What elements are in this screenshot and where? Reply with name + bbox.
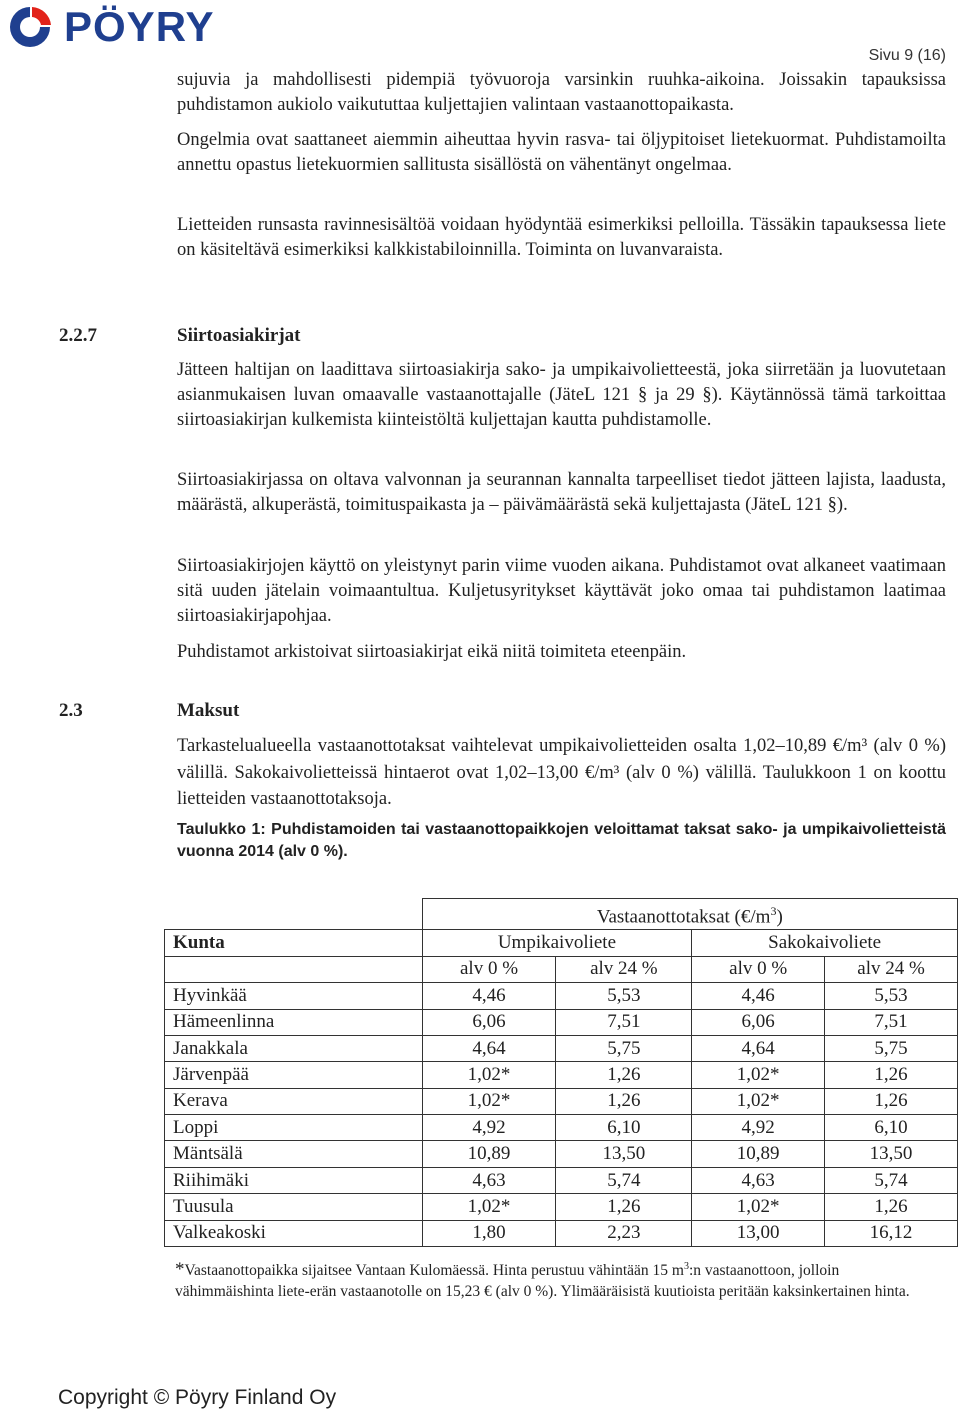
table-cell: 1,26	[556, 1088, 692, 1114]
table-cell: 1,26	[556, 1194, 692, 1220]
table-row	[165, 1220, 958, 1246]
table-footnote: *Vastaanottopaikka sijaitsee Vantaan Kulomäessä. Hinta perustuu vähintään 15 $m^3:n$ vastaanottoon, jolloin vähimmäishinta liete-erän vastaanotolle on 15,23 € (alv 0 %). Ylimääräisistä kuutioista peritään kaksinkertainen hinta.	[175, 1259, 910, 1301]
table-cell: 4,46	[692, 983, 825, 1009]
paragraph: Siirtoasiakirjojen käyttö on yleistynyt parin viime vuoden aikana. Puhdistamot ovat alkaneet vaatimaan sitä uuden jätelain voimaantultua. Kuljetusyritykset käyttävät joko omaa tai puhdistamon laatimaa siirtoasiakirjapohjaa.	[177, 556, 946, 626]
table-row	[165, 1062, 958, 1088]
poyry-logo	[6, 4, 246, 50]
table-cell: 5,75	[825, 1035, 958, 1061]
column-header-kunta: Kunta	[165, 930, 423, 956]
table-cell: 13,50	[556, 1141, 692, 1167]
table-row	[165, 983, 958, 1009]
table-cell: 2,23	[556, 1220, 692, 1246]
table-cell: 1,26	[825, 1088, 958, 1114]
table-cell: 7,51	[556, 1009, 692, 1035]
table-cell: 5,53	[825, 983, 958, 1009]
row-kunta: Valkeakoski	[165, 1220, 423, 1246]
table-cell: 1,02*	[422, 1062, 556, 1088]
table-cell: 16,12	[825, 1220, 958, 1246]
page-number: Sivu 9 (16)	[868, 47, 946, 64]
paragraph: Jätteen haltijan on laadittava siirtoasiakirja sako- ja umpikaivolietteestä, joka siirretään ja luovutetaan asianmukaisen luvan omaavalle vastaanottajalle (JäteL 121 § ja 29 §). Käytännössä tämä tarkoittaa siirtoasiakirjan kulkemista kiinteistöltä kuljettajan kautta puhdistamolle.	[177, 360, 946, 430]
section-title: Maksut	[177, 700, 240, 721]
table-row	[165, 1194, 958, 1220]
paragraph: Lietteiden runsasta ravinnesisältöä voidaan hyödyntää esimerkiksi pelloilla. Tässäkin tapauksessa liete on käsiteltävä esimerkiksi kalkkistabiloinnilla. Toiminta on luvanvaraista.	[177, 215, 946, 260]
table-cell: 4,64	[692, 1035, 825, 1061]
table-cell: 6,06	[692, 1009, 825, 1035]
table-row	[165, 1088, 958, 1114]
row-kunta: Hyvinkää	[165, 983, 423, 1009]
table-cell: 5,74	[556, 1167, 692, 1193]
table-cell: 6,06	[422, 1009, 556, 1035]
table-cell: 10,89	[422, 1141, 556, 1167]
table-cell: 4,64	[422, 1035, 556, 1061]
table-cell: 4,46	[422, 983, 556, 1009]
logo-wordmark: PÖYRY	[64, 3, 215, 50]
table-cell: 1,02*	[692, 1194, 825, 1220]
table-cell: 6,10	[825, 1115, 958, 1141]
poyry-logo-icon	[6, 4, 54, 50]
paragraph: Tarkastelualueella vastaanottotaksat vaihtelevat umpikaivolietteiden osalta 1,02–10,89 €/m³ (alv 0 %) välillä. Sakokaivolietteissä hintaerot ovat 1,02–13,00 €/m³ (alv 0 %) välillä. Taulukkoon 1 on koottu lietteiden vastaanottotaksoja.	[177, 736, 946, 809]
table-cell: 4,63	[422, 1167, 556, 1193]
paragraph: Ongelmia ovat saattaneet aiemmin aiheuttaa hyvin rasva- tai öljypitoiset lietekuormat. Puhdistamoilta annettu opastus lietekuormien sallitusta sisällöstä on vähentänyt ongelmaa.	[177, 130, 946, 175]
table-cell: 6,10	[556, 1115, 692, 1141]
table-cell: 5,75	[556, 1035, 692, 1061]
paragraph: sujuvia ja mahdollisesti pidempiä työvuoroja varsinkin ruuhka-aikoina. Joissakin tapauksissa puhdistamon aukiolo vaikututtaa kuljettajien valintaan vastaanottopaikasta.	[177, 70, 946, 115]
row-kunta: Loppi	[165, 1115, 423, 1141]
rates-table	[164, 898, 958, 1247]
section-title: Siirtoasiakirjat	[177, 325, 301, 346]
row-kunta: Tuusula	[165, 1194, 423, 1220]
paragraph: Siirtoasiakirjassa on oltava valvonnan ja seurannan kannalta tarpeelliset tiedot jätteen lajista, laadusta, määrästä, alkuperästä, toimituspaikasta ja – päivämäärästä sekä kuljettajasta (JäteL 121 §).	[177, 470, 946, 515]
column-header-sakokaivoliete: Sakokaivoliete	[692, 930, 958, 956]
table-cell: 1,02*	[692, 1088, 825, 1114]
table-cell: 13,00	[692, 1220, 825, 1246]
table-cell: 4,92	[422, 1115, 556, 1141]
column-header-umpikaivoliete: Umpikaivoliete	[422, 930, 692, 956]
table-cell: 1,02*	[422, 1194, 556, 1220]
table-cell: 1,02*	[692, 1062, 825, 1088]
row-kunta: Riihimäki	[165, 1167, 423, 1193]
table-cell: 13,50	[825, 1141, 958, 1167]
table-cell: 1,26	[825, 1062, 958, 1088]
table-row	[165, 1009, 958, 1035]
table-cell: 4,63	[692, 1167, 825, 1193]
table-row	[165, 1167, 958, 1193]
table-cell: 1,80	[422, 1220, 556, 1246]
table-cell: 1,26	[825, 1194, 958, 1220]
table-cell: 1,02*	[422, 1088, 556, 1114]
row-kunta: Kerava	[165, 1088, 423, 1114]
column-header-vat: alv 0 %	[692, 956, 825, 982]
column-header-vat: alv 0 %	[422, 956, 556, 982]
row-kunta: Hämeenlinna	[165, 1009, 423, 1035]
row-kunta: Mäntsälä	[165, 1141, 423, 1167]
table-cell: 7,51	[825, 1009, 958, 1035]
table-row	[165, 1115, 958, 1141]
table-cell: 1,26	[556, 1062, 692, 1088]
table-cell: 4,92	[692, 1115, 825, 1141]
paragraph: Puhdistamot arkistoivat siirtoasiakirjat eikä niitä toimiteta eteenpäin.	[177, 642, 687, 662]
column-header-vat: alv 24 %	[825, 956, 958, 982]
table-cell: 5,74	[825, 1167, 958, 1193]
table-row	[165, 1141, 958, 1167]
table-cell: 5,53	[556, 983, 692, 1009]
table-group-header: Vastaanottotaksat $(€/m^3)$	[422, 899, 957, 930]
row-kunta: Janakkala	[165, 1035, 423, 1061]
table-row	[165, 1035, 958, 1061]
table-caption: Taulukko 1: Puhdistamoiden tai vastaanottopaikkojen veloittamat taksat sako- ja umpikaivolietteistä vuonna 2014 (alv 0 %).	[177, 821, 946, 860]
column-header-vat: alv 24 %	[556, 956, 692, 982]
row-kunta: Järvenpää	[165, 1062, 423, 1088]
section-number: 2.2.7	[59, 325, 97, 346]
section-number: 2.3	[59, 700, 83, 721]
copyright-footer: Copyright © Pöyry Finland Oy	[58, 1386, 337, 1409]
table-cell: 10,89	[692, 1141, 825, 1167]
